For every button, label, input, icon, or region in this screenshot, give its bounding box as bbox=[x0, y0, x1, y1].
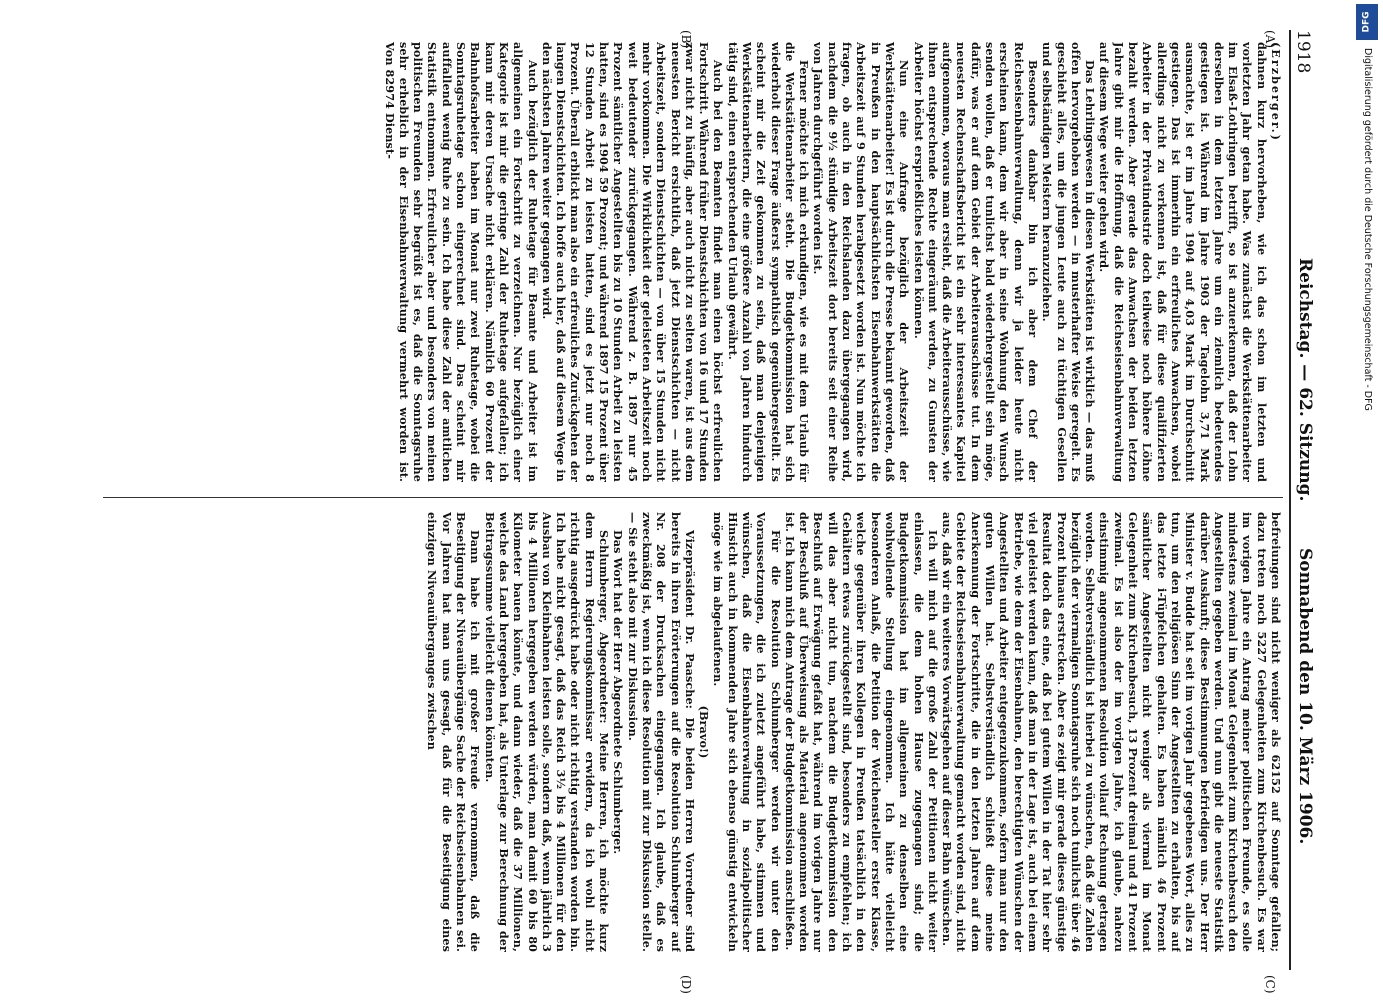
right-paragraph: Für die Resolution Schlumberger werden wir unter den Voraussetzungen, die ich zuletzt angeführt habe, stimmen und wünschen, daß die Eisenbahnverwaltung in sozialpolitischer Hinsicht auch in kommenden Jahre sich ebenso günstig entwickeln möge wie im abgelaufenen. bbox=[711, 512, 783, 952]
margin-marker-d: (D) bbox=[679, 975, 693, 994]
left-column bbox=[103, 42, 1283, 482]
margin-marker-b: (B) bbox=[679, 30, 693, 49]
applause-note: (Bravo!) bbox=[697, 705, 712, 759]
left-paragraph: Besonders dankbar bin ich aber dem Chef der Reichseisenbahnverwaltung, denn wir ja leider heute nicht erscheinen kann, dem wir aber in seine Wohnung den Wunsch senden wollen, daß er tunlichst bald wiederhergestellt sein möge, dafür, was er auf dem Gebiet der Arbeiterausschüsse tut. In dem neuesten Rechenschaftsbericht ist ein sehr interessantes Kapitel aufgenommen, woraus man ersieht, daß die Arbeiterausschüsse, wie ihnen entsprechende Rechte eingeräumt werden, zu Gunsten der Arbeiter höchst ersprießliches leisten können. bbox=[911, 42, 1040, 482]
page-number: 1918 bbox=[1293, 30, 1313, 74]
left-paragraph: Auch bezüglich der Ruhetage für Beamte und Arbeiter ist im allgemeinen ein Fortschritt zu verzeichnen. Nur bezüglich einer Kategorie ist mir die geringe Zahl der Ruhetage aufgefallen; ich kann mir deren Ursache nicht erklären. Nämlich 60 Prozent der Bahnhofsarbeiter haben im Monat nur zwei Ruhetage, wobei die Sonntagsruhetage schon eingerechnet sind. Das scheint mir auffallend wenig Ruhe zu sein. Ich habe diese Zahl der amtlichen Statistik entnommen. Erfreulicher aber und besonders von meinen politischen Freunden sehr begrüßt ist es, daß die Sonntagsruhe sehr erheblich in der Eisenbahnverwaltung vermehrt worden ist. Von 82974 Dienst- bbox=[382, 42, 540, 482]
right-paragraph: Ich will mich auf die große Zahl der Petitionen nicht weiter einlassen, die dem hohen Hause zugegangen sind; die Budgetkommission hat im allgemeinen zu denselben eine wohlwollende Stellung eingenommen. Ich hätte vielleicht besonderen Anlaß, die Petition der Weichensteller erster Klasse, welche gegenüber ihren Kollegen in Preußen tatsächlich in den Gehältern etwas zurückgestellt sind, besonders zu empfehlen; ich will das aber nicht tun, nachdem die Budgetkommission den Beschluß auf Erwägung gefaßt hat, während im vorigen Jahre nur der Beschluß auf Überweisung als Material angenommen worden ist. Ich kann mich dem Antrage der Budgetkommission anschließen. bbox=[782, 512, 940, 952]
speaker-label: (Erzberger.) bbox=[1269, 42, 1283, 142]
column-divider bbox=[103, 497, 1283, 498]
left-paragraph: dahnen kurz hervorheben, wie ich das schon im letzten und vorletzten Jahr getan habe. Was zunächst die Werkstättenarbeiter im Elsaß-Lothringen betrifft, so ist anzuerkennen, daß der Lohn derselben in dem letzten Jahre um ein ziemlich bedeutendes gestiegen ist. Während im Jahre 1903 der Tagelohn 3,71 Mark ausmachte, ist er im Jahre 1904 auf 4,03 Mark im Durchschnitt gestiegen. Das ist immerhin ein erfreuliches Anwachsen, wobei allerdings nicht zu verkennen ist, daß für diese qualifizierten Arbeiter in der Privatindustrie doch teilweise noch höhere Löhne bezahlt werden. Aber gerade das Anwachsen der beiden letzten Jahre gibt mir die Hoffnung, daß die Reichseisenbahnverwaltung auf diesem Wege weiter gehen wird. bbox=[1097, 42, 1269, 482]
left-paragraph: Nun eine Anfrage bezüglich der Arbeitszeit der Werkstättenarbeiter! Es ist durch die Presse bekannt geworden, daß in Preußen in den hauptsächlichsten Eisenbahnwerkstätten die Arbeitszeit auf 9 Stunden herabgesetzt worden ist. Nun möchte ich fragen, ob auch in den Reichslanden dazu übergegangen wird, nachdem die 9½ stündige Arbeitszeit dort bereits seit einer Reihe von Jahren durchgeführt worden ist. bbox=[811, 42, 912, 482]
header-right-title: Sonnabend den 10. März 1906. bbox=[1295, 548, 1315, 845]
left-paragraph: Das Lehrlingswesen in diesen Werkstätten ist wirklich — das muß offen hervorgehoben werden — in musterhafter Weise geregelt. Es geschieht alles, um die jungen Leute auch zu tüchtigen Gesellen und selbständigen Meistern heranzuziehen. bbox=[1040, 42, 1098, 482]
page-header bbox=[1291, 0, 1321, 1000]
digitization-notice-text: Digitalisierung gefördert durch die Deutsche Forschungsgemeinschaft - DFG bbox=[1362, 48, 1373, 411]
margin-marker-a: (A) bbox=[1263, 30, 1277, 49]
header-rule bbox=[1289, 30, 1291, 970]
digitization-notice bbox=[1360, 48, 1374, 948]
header-left-title: Reichstag. — 62. Sitzung. bbox=[1295, 258, 1315, 502]
right-paragraph: befreiungen sind nicht weniger als 62152 auf Sonntage gefallen; dazu treten noch 5227 Gelegenheiten zum Kirchenbesuch. Es war im vorigen Jahre ein Antrag meiner politischen Freunde, es solle mindestens zweimal im Monat Gelegenheit zum Kirchenbesuch den Angestellten gegeben werden. Und nun gibt die neueste Statistik darüber Auskunft; diese Bestimmungen befriedigen uns. Der Herr Minister v. Budde hat seit im vorigen Jahr gegebenes Wort, alles zu tun, um den religiösen Sinn der Angestellten zu erhalten, bis auf das letzte i-Tüpfelchen gehalten. Es haben nämlich 46 Prozent sämtlicher Angestellten nicht weniger als viermal im Monat Gelegenheit zum Kirchenbesuch, 13 Prozent dreimal und 41 Prozent zweimal. Es ist also der im vorigen Jahre, ich glaube, nahezu einstimmig angenommenen Resolution vollauf Rechnung getragen worden. Selbstverständlich ist hierbei zu wünschen, daß die Zahlen bezüglich der viermaligen Sonntagsruhe sich noch tunlichst über 46 Prozent hinaus erstrecken. Aber es zeigt mir gerade dieses günstige Resultat doch das eine, daß bei gutem Willen in der Tat hier sehr viel geleistet werden kann, daß man in der Lage ist, auch bei einem Betriebe, wie dem der Eisenbahnen, den berechtigten Wünschen der Angestellten und Arbeiter entgegenzukommen, sofern man nur den guten Willen hat. Selbstverständlich schließt diese meine Anerkennung der Fortschritte, die in den letzten Jahren auf dem Gebiete der Reichseisenbahnverwaltung gemacht worden sind, nicht aus, daß wir ein weiteres Vorwärtsgehen auf dieser Bahn wünschen. bbox=[940, 512, 1283, 952]
right-column bbox=[103, 512, 1283, 952]
dfg-logo: DFG bbox=[1356, 4, 1378, 40]
right-paragraph: Vizepräsident Dr. Paasche: Die beiden Herren Vorredner sind bereits in ihren Erörterungen auf die Resolution Schlumberger auf Nr. 208 der Drucksachen eingegangen. Ich glaube, daß es zweckmäßig ist, wenn ich diese Resolution mit zur Diskussion stelle. — Sie steht also mit zur Diskussion. bbox=[625, 512, 697, 952]
left-paragraph: Auch bei den Beamten findet man einen höchst erfreulichen Fortschritt. Während früher Dienstschichten von 16 und 17 Stunden zwar nicht zu häufig, aber auch nicht zu selten waren, ist aus dem neuesten Bericht ersichtlich, daß jetzt Dienstschichten — nicht Arbeitszeit, sondern Dienstschichten — von über 15 Stunden nicht mehr vorkommen. Die Wirklichkeit der geleisteten Arbeitszeit noch weit bedeutender zurückgegangen. Während z. B. 1897 nur 45 Prozent sämtlicher Angestellten bis zu 10 Stunden Arbeit zu leisten hatten, sind es 1904 59 Prozent; und während 1897 15 Prozent über 12 Stunden Arbeit zu leisten hatten, sind es jetzt nur noch 8 Prozent. Überall erblickt man also ein erfreuliches Zurückgehen der langen Dienstschichten. Ich hoffe auch hier, daß auf diesem Wege in den nächsten Jahren weiter gegangen wird. bbox=[539, 42, 726, 482]
margin-marker-c: (C) bbox=[1263, 975, 1277, 994]
right-paragraph: Das Wort hat der Herr Abgeordnete Schlumberger. bbox=[611, 530, 626, 855]
right-paragraph: Dann habe ich mit großer Freude vernommen, daß die Beseitigung der Niveauübergänge Sache der Reichseisenbahnen sei. Vor Jahren hat man uns gesagt, daß für die Beseitigung eines einzigen Niveauüberganges zwischen bbox=[425, 512, 483, 952]
right-paragraph: Schlumberger, Abgeordneter: Meine Herren, ich möchte kurz dem Herrn Regierungskommissar erwidern, da ich wohl nicht richtig ausgedrückt habe oder nicht richtig verstanden worden bin. Ich habe nicht gesagt, daß das Reich 3½ bis 4 Millionen für den Ausbau von Kleinbahnen leisten solle, sondern daß, wenn jährlich 3 bis 4 Millionen hergegeben werden würden, man damit 60 bis 80 Kilometer bauen könnte, und dann wieder, daß die 37 Millionen, welche das Land hergegeben hat, als Unterlage zur Berechnung der Beitragssumme vielleicht dienen könnten. bbox=[482, 512, 612, 952]
left-paragraph: Ferner möchte ich mich erkundigen, wie es mit dem Urlaub für die Werkstättenarbeiter steht. Die Budgetkommission hat sich wiederholt dieser Frage äußerst sympathisch gegenübergestellt. Es scheint mir die Zeit gekommen zu sein, daß man denjenigen Werkstättenarbeitern, die eine größere Anzahl von Jahren hindurch tätig sind, einen entsprechenden Urlaub gewährt. bbox=[725, 42, 812, 482]
